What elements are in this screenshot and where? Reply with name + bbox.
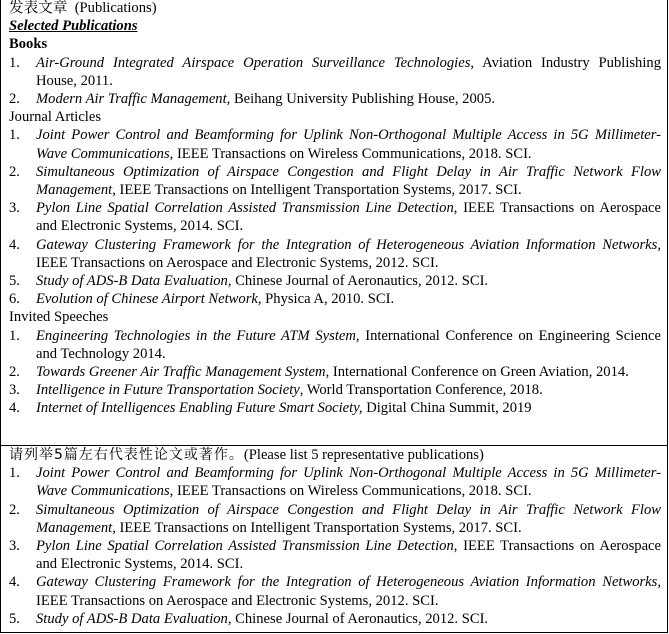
item-number: 4.	[9, 236, 20, 253]
item-sep: ,	[169, 145, 177, 162]
item-sep: ,	[453, 538, 464, 555]
item-number: 2.	[9, 364, 20, 381]
list-item	[9, 573, 661, 609]
selected-publications-label: Selected Publications	[9, 18, 138, 35]
section-invited-speeches	[9, 308, 661, 417]
representative-row	[1, 446, 668, 633]
list-item	[9, 327, 661, 363]
item-source: Chinese Journal of Aeronautics, 2012. SCI.	[235, 273, 489, 290]
item-source: IEEE Transactions on Aerospace and Electronic Systems, 2012. SCI.	[36, 254, 439, 271]
section-books	[9, 35, 661, 108]
item-title: Internet of Intelligences Enabling Future Smart Society,	[36, 400, 363, 417]
item-sep: ,	[453, 200, 464, 217]
item-number: 1.	[9, 327, 20, 344]
item-title: Air-Ground Integrated Airspace Operation Surveillance Technologies	[36, 54, 471, 71]
item-sep: ,	[227, 273, 236, 290]
item-number: 3.	[9, 382, 20, 399]
item-title: Pylon Line Spatial Correlation Assisted Transmission Line Detection	[36, 538, 454, 555]
item-source: IEEE Transactions on Wireless Communications, 2018. SCI.	[176, 483, 532, 500]
item-sep: ,	[325, 364, 333, 381]
books-list	[9, 54, 661, 109]
item-sep: ,	[169, 483, 177, 500]
item-source: IEEE Transactions on Intelligent Transportation Systems, 2017. SCI.	[119, 182, 522, 199]
item-number: 1.	[9, 127, 20, 144]
list-item	[9, 163, 661, 199]
publications-cell	[1, 0, 668, 446]
heading-cn: 发表文章	[9, 0, 68, 16]
item-number: 4.	[9, 400, 20, 417]
list-item	[9, 501, 661, 537]
item-title: Study of ADS-B Data Evaluation	[36, 273, 228, 290]
item-title: Simultaneous Optimization of Airspace Congestion and Flight Delay in Air Traffic Network Flow Management	[36, 501, 661, 536]
item-number: 6.	[9, 291, 20, 308]
item-number: 2.	[9, 501, 20, 518]
item-source: Chinese Journal of Aeronautics, 2012. SCI.	[235, 610, 489, 627]
section-journal-articles	[9, 108, 661, 308]
item-number: 5.	[9, 273, 20, 290]
representative-prompt	[9, 446, 661, 464]
list-item	[9, 363, 661, 381]
list-item	[9, 126, 661, 162]
item-number: 3.	[9, 200, 20, 217]
item-source: Beihang University Publishing House, 2005.	[233, 91, 496, 108]
list-item	[9, 610, 661, 628]
representative-cell	[1, 446, 668, 633]
item-source: Digital China Summit, 2019	[366, 400, 532, 417]
prompt-en: (Please list 5 representative publications)	[243, 447, 484, 463]
item-sep: ,	[227, 610, 236, 627]
item-sep: ,	[112, 519, 120, 536]
item-title: Engineering Technologies in the Future ATM System,	[36, 327, 360, 344]
item-sep: ,	[299, 382, 307, 399]
item-title: Gateway Clustering Framework for the Integration of Heterogeneous Aviation Information Networks,	[36, 574, 661, 591]
item-source: IEEE Transactions on Aerospace and Electronic Systems, 2014. SCI.	[36, 538, 661, 573]
item-title: Towards Greener Air Traffic Management System	[36, 364, 326, 381]
section-label-books: Books	[9, 36, 48, 53]
item-number: 3.	[9, 538, 20, 555]
list-item	[9, 381, 661, 399]
list-item	[9, 464, 661, 500]
item-source: Aviation Industry Publishing House, 2011.	[36, 54, 662, 89]
list-item	[9, 199, 661, 235]
list-item	[9, 290, 661, 308]
item-number: 1.	[9, 54, 20, 71]
item-source: IEEE Transactions on Wireless Communications, 2018. SCI.	[176, 145, 532, 162]
publications-row	[1, 0, 668, 446]
list-item	[9, 54, 661, 90]
journal-articles-list	[9, 126, 661, 308]
item-title: Modern Air Traffic Management	[36, 91, 227, 108]
item-source: IEEE Transactions on Intelligent Transportation Systems, 2017. SCI.	[119, 519, 522, 536]
item-title: Joint Power Control and Beamforming for Uplink Non-Orthogonal Multiple Access in 5G Millimeter-Wave Communications	[36, 465, 661, 500]
item-sep: ,	[112, 182, 120, 199]
item-title: Evolution of Chinese Airport Network	[36, 291, 258, 308]
item-source: IEEE Transactions on Aerospace and Electronic Systems, 2014. SCI.	[36, 200, 661, 235]
heading-en: (Publications)	[74, 0, 157, 16]
item-sep: ,	[226, 91, 234, 108]
section-heading	[9, 0, 661, 17]
representative-list	[9, 464, 661, 628]
item-title: Simultaneous Optimization of Airspace Congestion and Flight Delay in Air Traffic Network Flow Management	[36, 163, 661, 199]
item-title: Study of ADS-B Data Evaluation	[36, 610, 228, 627]
invited-speeches-list	[9, 327, 661, 418]
item-source: IEEE Transactions on Aerospace and Electronic Systems, 2012. SCI.	[36, 592, 439, 609]
item-title: Intelligence in Future Transportation Society	[36, 382, 300, 399]
item-sep: ,	[257, 291, 266, 308]
list-item	[9, 399, 661, 417]
section-label-invited-speeches: Invited Speeches	[9, 309, 109, 326]
item-number: 4.	[9, 574, 20, 591]
item-source: International Conference on Engineering Science and Technology 2014.	[36, 327, 661, 362]
item-number: 2.	[9, 91, 20, 108]
prompt-cn: 请列举5篇左右代表性论文或著作。	[9, 447, 244, 463]
item-title: Joint Power Control and Beamforming for Uplink Non-Orthogonal Multiple Access in 5G Millimeter-Wave Communications	[36, 127, 661, 162]
item-number: 5.	[9, 610, 20, 627]
item-title: Pylon Line Spatial Correlation Assisted Transmission Line Detection	[36, 200, 454, 217]
list-item	[9, 537, 661, 573]
item-sep: ,	[470, 54, 483, 71]
item-title: Gateway Clustering Framework for the Integration of Heterogeneous Aviation Information Networks,	[36, 236, 661, 253]
list-item	[9, 236, 661, 272]
list-item	[9, 272, 661, 290]
item-source: Physica A, 2010. SCI.	[265, 291, 395, 308]
item-number: 1.	[9, 465, 20, 482]
item-source: International Conference on Green Aviation, 2014.	[332, 364, 629, 381]
item-number: 2.	[9, 163, 20, 180]
list-item	[9, 90, 661, 108]
item-source: World Transportation Conference, 2018.	[306, 382, 543, 399]
section-label-journal-articles: Journal Articles	[9, 109, 102, 126]
